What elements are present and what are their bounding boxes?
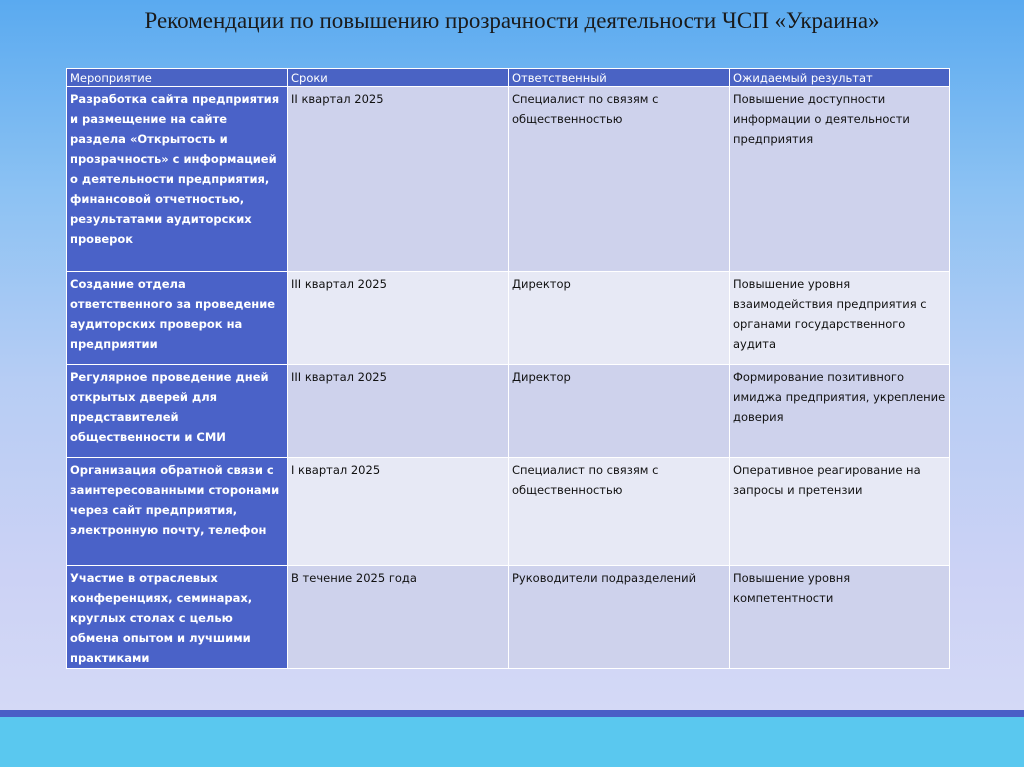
cell-expected-result: Повышение уровня взаимодействия предприятия с органами государственного аудита	[730, 272, 950, 365]
cell-deadline: III квартал 2025	[288, 272, 509, 365]
cell-expected-result: Повышение доступности информации о деятельности предприятия	[730, 87, 950, 272]
table-row	[67, 566, 950, 669]
cell-deadline: В течение 2025 года	[288, 566, 509, 669]
cell-event: Создание отдела ответственного за проведение аудиторских проверок на предприятии	[67, 272, 288, 365]
cell-responsible: Руководители подразделений	[509, 566, 730, 669]
slide-title: Рекомендации по повышению прозрачности деятельности ЧСП «Украина»	[144, 8, 880, 33]
table-row	[67, 365, 950, 458]
cell-expected-result: Повышение уровня компетентности	[730, 566, 950, 669]
header-expected-result: Ожидаемый результат	[730, 69, 950, 87]
recommendations-table	[66, 68, 950, 669]
cell-responsible: Специалист по связям с общественностью	[509, 458, 730, 566]
footer-divider	[0, 710, 1024, 717]
cell-deadline: III квартал 2025	[288, 365, 509, 458]
cell-responsible: Директор	[509, 365, 730, 458]
table-row	[67, 458, 950, 566]
cell-responsible: Директор	[509, 272, 730, 365]
header-event: Мероприятие	[67, 69, 288, 87]
header-responsible: Ответственный	[509, 69, 730, 87]
header-deadline: Сроки	[288, 69, 509, 87]
cell-deadline: II квартал 2025	[288, 87, 509, 272]
cell-deadline: I квартал 2025	[288, 458, 509, 566]
cell-expected-result: Оперативное реагирование на запросы и претензии	[730, 458, 950, 566]
table-header-row	[67, 69, 950, 87]
cell-expected-result: Формирование позитивного имиджа предприятия, укрепление доверия	[730, 365, 950, 458]
footer-band	[0, 717, 1024, 767]
cell-event: Регулярное проведение дней открытых дверей для представителей общественности и СМИ	[67, 365, 288, 458]
cell-event: Организация обратной связи с заинтересованными сторонами через сайт предприятия, электронную почту, телефон	[67, 458, 288, 566]
cell-event: Разработка сайта предприятия и размещение на сайте раздела «Открытость и прозрачность» с информацией о деятельности предприятия, финансовой отчетностью, результатами аудиторских проверок	[67, 87, 288, 272]
cell-event: Участие в отраслевых конференциях, семинарах, круглых столах с целью обмена опытом и лучшими практиками	[67, 566, 288, 669]
cell-responsible: Специалист по связям с общественностью	[509, 87, 730, 272]
table-row	[67, 272, 950, 365]
table-row	[67, 87, 950, 272]
